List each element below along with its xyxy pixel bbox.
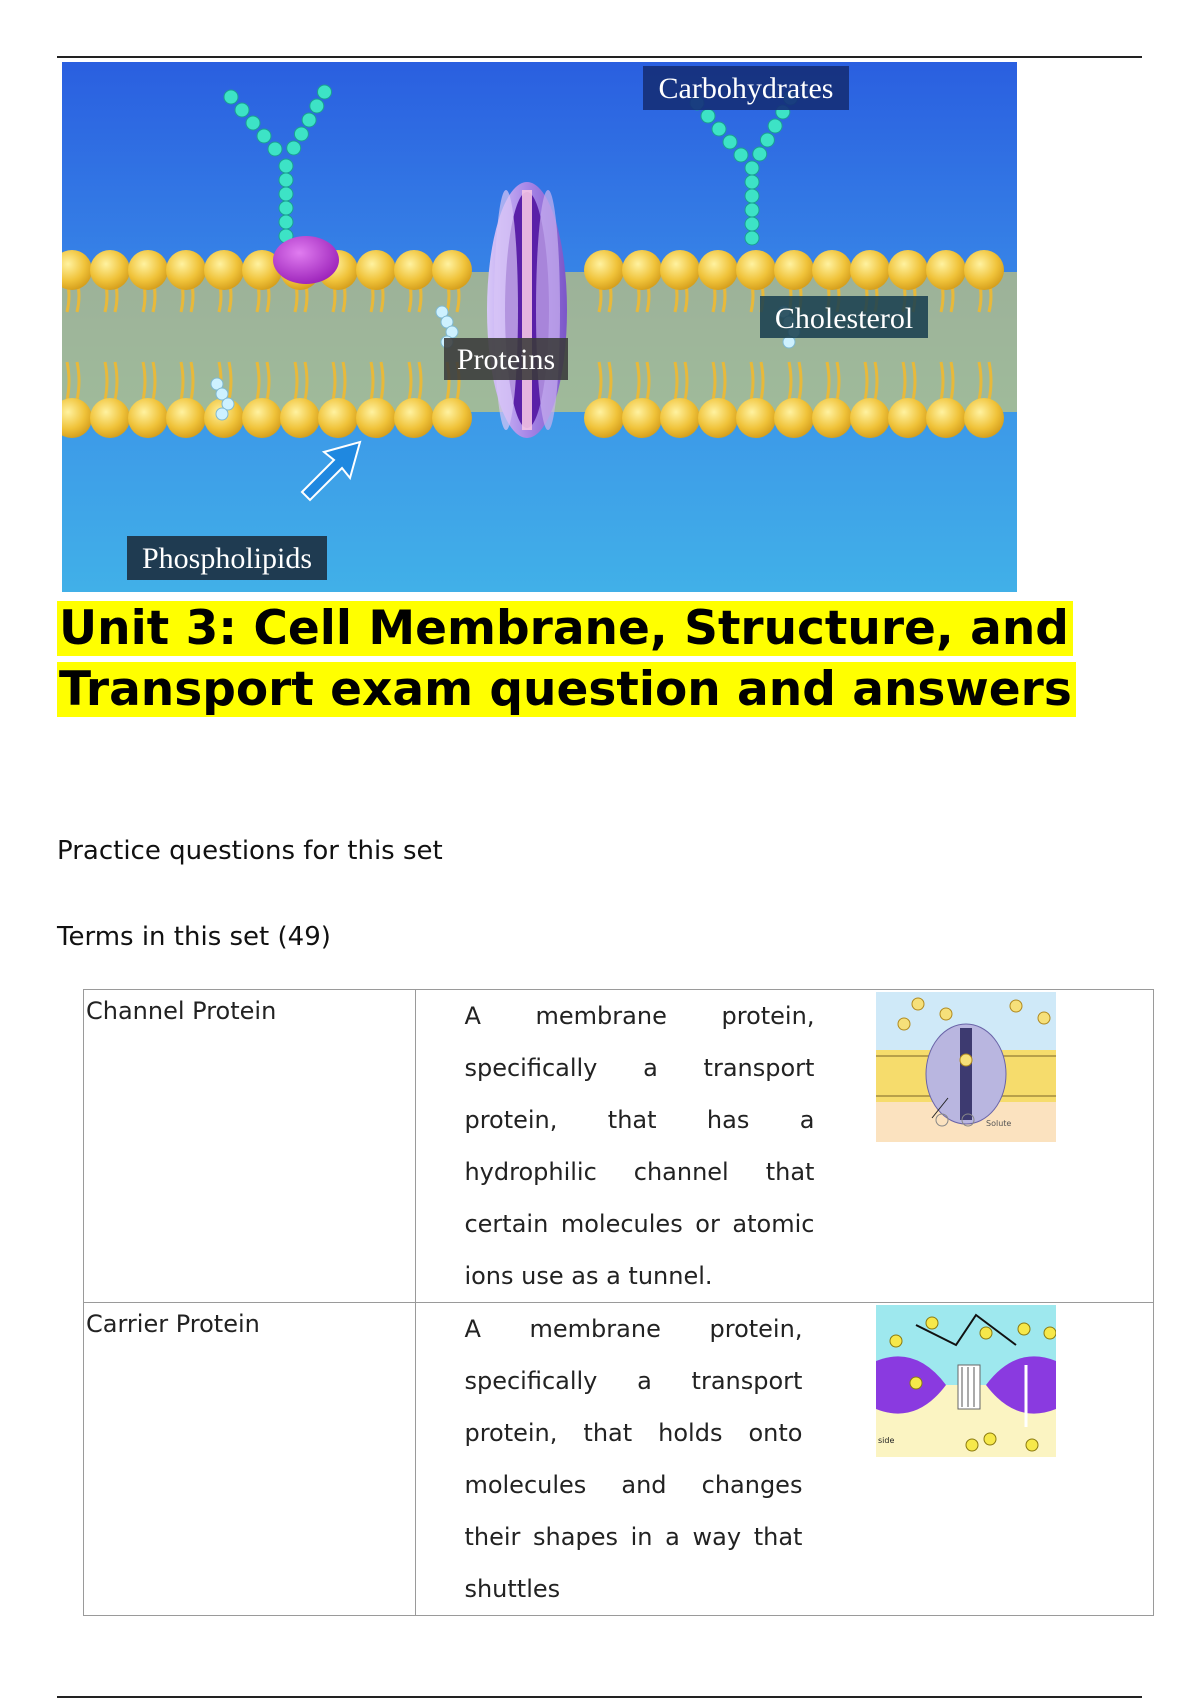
channel-protein-image <box>876 992 1056 1302</box>
term-text: Channel Protein <box>86 997 277 1025</box>
cell-membrane-diagram <box>62 62 1017 592</box>
bottom-rule <box>57 1696 1142 1698</box>
svg-text:Cholesterol: Cholesterol <box>774 302 914 335</box>
label-carbohydrates <box>643 66 849 110</box>
svg-text:Solute: Solute <box>986 1119 1012 1128</box>
svg-text:side: side <box>878 1436 895 1445</box>
top-rule <box>57 56 1142 58</box>
definition-cell <box>416 1303 1154 1616</box>
svg-text:Carbohydrates: Carbohydrates <box>658 72 834 105</box>
definition-text: A membrane protein, specifically a transport protein, that has a hydrophilic channel that certain molecules or atomic ions use as a tunnel. <box>464 1002 815 1290</box>
label-proteins <box>444 338 568 380</box>
svg-text:Proteins: Proteins <box>456 343 556 376</box>
title-line-2: Transport exam question and answers <box>57 662 1076 717</box>
svg-text:Phospholipids: Phospholipids <box>141 542 313 575</box>
term-cell <box>84 990 416 1303</box>
terms-table <box>83 989 1154 1616</box>
term-cell <box>84 1303 416 1616</box>
label-phospholipids <box>127 536 327 580</box>
definition-text: A membrane protein, specifically a transport protein, that holds onto molecules and changes their shapes in a way that shuttles <box>464 1315 803 1603</box>
glycoprotein-icon <box>273 236 339 284</box>
table-row <box>84 1303 1154 1616</box>
terms-count-label: Terms in this set (49) <box>57 922 331 952</box>
channel-protein-icon <box>487 182 567 438</box>
definition-cell <box>416 990 1154 1303</box>
title-line-1: Unit 3: Cell Membrane, Structure, and <box>57 601 1073 656</box>
term-text: Carrier Protein <box>86 1310 260 1338</box>
table-row <box>84 990 1154 1303</box>
practice-questions-label: Practice questions for this set <box>57 836 443 866</box>
page-title <box>57 598 1157 720</box>
carrier-protein-image <box>876 1305 1056 1615</box>
label-cholesterol <box>760 296 928 338</box>
